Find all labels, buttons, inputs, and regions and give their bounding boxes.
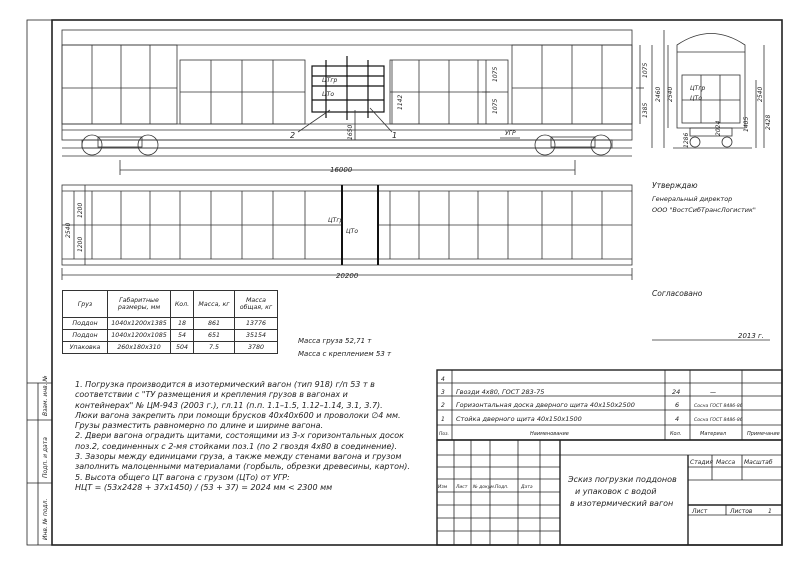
cargo-mass: Масса груза 52,71 т <box>298 337 372 345</box>
callout-2: 2 <box>290 131 296 140</box>
spec-head-note: Примечание <box>747 431 780 437</box>
loading-notes <box>75 380 425 493</box>
table-row <box>63 330 278 342</box>
spec-head-qty: Кол. <box>670 431 682 437</box>
spec-qty-1: 4 <box>675 415 680 423</box>
tb-scale: Масштаб <box>744 459 773 466</box>
spec-pos-1: 1 <box>441 416 445 423</box>
top-width-total: 2540 <box>65 222 72 238</box>
spec-pos-4: 4 <box>441 376 445 383</box>
note-line: соответствии с "ТУ размещения и крепления грузов в вагонах и <box>75 390 348 400</box>
center-height-3: 1142 <box>397 94 404 110</box>
spec-head-material: Материал <box>700 431 727 437</box>
door-shield <box>312 56 384 120</box>
center-height-1: 1075 <box>492 66 499 82</box>
cell: 35154 <box>235 330 278 342</box>
note-line: 5. Высота общего ЦТ вагона с грузом (ЦТо) от УГР: <box>75 472 290 482</box>
tb-col-doc: № докум. <box>473 485 496 490</box>
table-row <box>63 342 278 354</box>
cell: 1040x1200x1385 <box>108 318 171 330</box>
side-length-dim: 16000 <box>330 166 353 174</box>
top-width-2: 1200 <box>77 236 84 252</box>
spec-qty-3: 24 <box>672 388 681 396</box>
side-height-total-2: 2540 <box>667 86 674 102</box>
tb-col-list: Лист <box>456 485 468 490</box>
spec-mat-2: Сосна ГОСТ 8486-86 <box>694 404 743 409</box>
th-cargo: Груз <box>63 291 108 318</box>
side-cg-cargo: ЦТгр <box>322 77 338 84</box>
top-cg-cargo: ЦТгр <box>328 217 344 224</box>
top-width-1: 1200 <box>77 202 84 218</box>
spec-mat-1: Сосна ГОСТ 8486-86 <box>694 418 743 423</box>
approver-position: Генеральный директор <box>652 195 733 203</box>
tb-title-1: Эскиз погрузки поддонов <box>568 475 677 484</box>
spec-pos-3: 3 <box>441 389 445 396</box>
tb-sheets-value: 1 <box>768 508 772 515</box>
cargo-table-header <box>63 291 278 318</box>
pallet-grid-right <box>390 45 632 124</box>
end-view-body <box>677 34 745 129</box>
tb-col-date: Дата <box>521 485 533 490</box>
spec-name-3: Гвозди 4х80, ГОСТ 283-75 <box>456 388 545 396</box>
end-dim-2: 2428 <box>765 114 772 130</box>
note-line: контейнерах" № ЦМ-943 (2003 г.), гл.11 (п.п. 1.1–1.5, 1.12–1.14, 3.1, 3.7). <box>75 400 383 410</box>
note-line: 2. Двери вагона оградить щитами, состоящими из 3-х горизонтальных досок <box>75 431 404 441</box>
cell: Поддон <box>63 318 108 330</box>
tb-title-2: и упаковок с водой <box>575 487 657 496</box>
side-height-top: 1075 <box>642 62 649 78</box>
approved-label: Утверждаю <box>652 181 698 190</box>
end-dim-3: 2024 <box>715 120 722 136</box>
note-line: заполнить малоценными материалами (горбыль, обрезки древесины, картон). <box>75 462 410 472</box>
cell: 1040x1200x1085 <box>108 330 171 342</box>
side-view <box>62 30 664 175</box>
stamp-replace: Взам. инв. № <box>42 375 49 416</box>
cell: 504 <box>171 342 194 354</box>
th-dimensions: Габаритные размеры, мм <box>108 291 171 318</box>
top-door-shields <box>342 185 378 265</box>
note-line: Грузы разместить равномерно по длине и ширине вагона. <box>75 421 324 431</box>
end-dim-1: 2540 <box>757 86 764 102</box>
stamp-sign-date: Подп. и дата <box>42 437 49 478</box>
end-cg-cargo: ЦТгр <box>690 85 706 92</box>
cell: 861 <box>194 318 235 330</box>
end-dim-4: 1286 <box>683 132 690 148</box>
tb-mass: Масса <box>716 459 736 466</box>
cell: Упаковка <box>63 342 108 354</box>
tb-title-3: в изотермический вагон <box>570 499 674 508</box>
note-line: НЦТ = (53х2428 + 37х1450) / (53 + 37) = 2024 мм < 2300 мм <box>75 482 333 492</box>
approver-company: ООО "ВостСибТрансЛогистик" <box>652 206 756 214</box>
spec-qty-2: 6 <box>675 401 680 409</box>
note-line: поз.2, соединенных с 2-мя стойками поз.1 (по 2 гвоздя 4х80 в соединение). <box>75 441 398 451</box>
bottom-dim: 1650 <box>347 124 354 140</box>
callout-1: 1 <box>392 131 398 140</box>
top-cg-total: ЦТо <box>346 228 358 235</box>
th-qty: Кол. <box>171 291 194 318</box>
bogie-right <box>535 135 611 155</box>
tb-col-sign: Подп. <box>495 485 509 490</box>
cell: 260x180x310 <box>108 342 171 354</box>
note-line: 3. Зазоры между единицами груза, а также между стенами вагона и грузом <box>75 452 402 462</box>
cell: 18 <box>171 318 194 330</box>
side-cg-total: ЦТо <box>322 91 334 98</box>
spec-name-1: Стойка дверного щита 40х150х1500 <box>456 415 582 423</box>
spec-head-pos: Поз. <box>439 432 449 437</box>
th-mass-total: Масса общая, кг <box>235 291 278 318</box>
cell: 13776 <box>235 318 278 330</box>
spec-head-name: Наименование <box>530 431 569 437</box>
spec-mat-3: — <box>710 389 716 396</box>
tb-col-izm: Изм <box>438 485 448 490</box>
table-row <box>63 318 278 330</box>
center-height-2: 1075 <box>492 98 499 114</box>
cell: 7.5 <box>194 342 235 354</box>
note-line: Люки вагона закрепить при помощи брусков 40х40х600 и проволоки ∅4 мм. <box>75 410 401 420</box>
cell: 651 <box>194 330 235 342</box>
rail-label: УГР <box>505 130 516 137</box>
end-cg-total: ЦТо <box>690 95 702 102</box>
tb-sheets: Листов <box>730 508 753 515</box>
mass-with-fastening: Масса с креплением 53 т <box>298 350 392 358</box>
top-length-dim: 20200 <box>336 272 359 280</box>
side-height-total: 2460 <box>655 86 662 102</box>
approval-year: 2013 г. <box>738 332 764 340</box>
tb-sheet: Лист <box>692 508 708 515</box>
cell: 54 <box>171 330 194 342</box>
th-mass: Масса, кг <box>194 291 235 318</box>
cell: 3780 <box>235 342 278 354</box>
stamp-inv-no: Инв. № подл. <box>42 498 49 540</box>
spec-pos-2: 2 <box>441 402 445 409</box>
spec-name-2: Горизонтальная доска дверного щита 40х150х2500 <box>456 401 635 409</box>
note-line: 1. Погрузка производится в изотермический вагон (тип 918) г/п 53 т в <box>75 380 375 389</box>
pallet-grid-left <box>62 45 305 124</box>
side-height-bottom: 1385 <box>642 102 649 118</box>
agreed-label: Согласовано <box>652 289 703 298</box>
cargo-table <box>62 290 278 354</box>
tb-stage: Стадия <box>690 459 714 466</box>
end-dim-5: 1405 <box>743 116 750 132</box>
bogie-left <box>82 135 158 155</box>
cell: Поддон <box>63 330 108 342</box>
